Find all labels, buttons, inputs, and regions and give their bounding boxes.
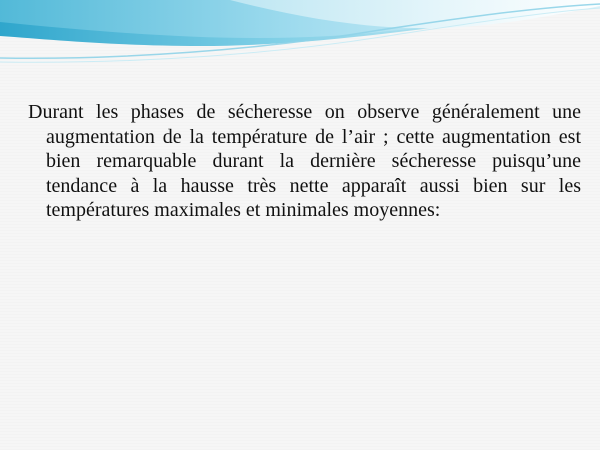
slide-body-text: Durant les phases de sécheresse on observe généralement une augmentation de la température de l’air ; cette augmentation est bien remarquable durant la dernière sécheresse puisqu’une tendance à la hausse très nette apparaît aussi bien sur les températures maximales et minimales moyennes: bbox=[28, 101, 581, 222]
header-wave-decoration bbox=[0, 0, 600, 80]
